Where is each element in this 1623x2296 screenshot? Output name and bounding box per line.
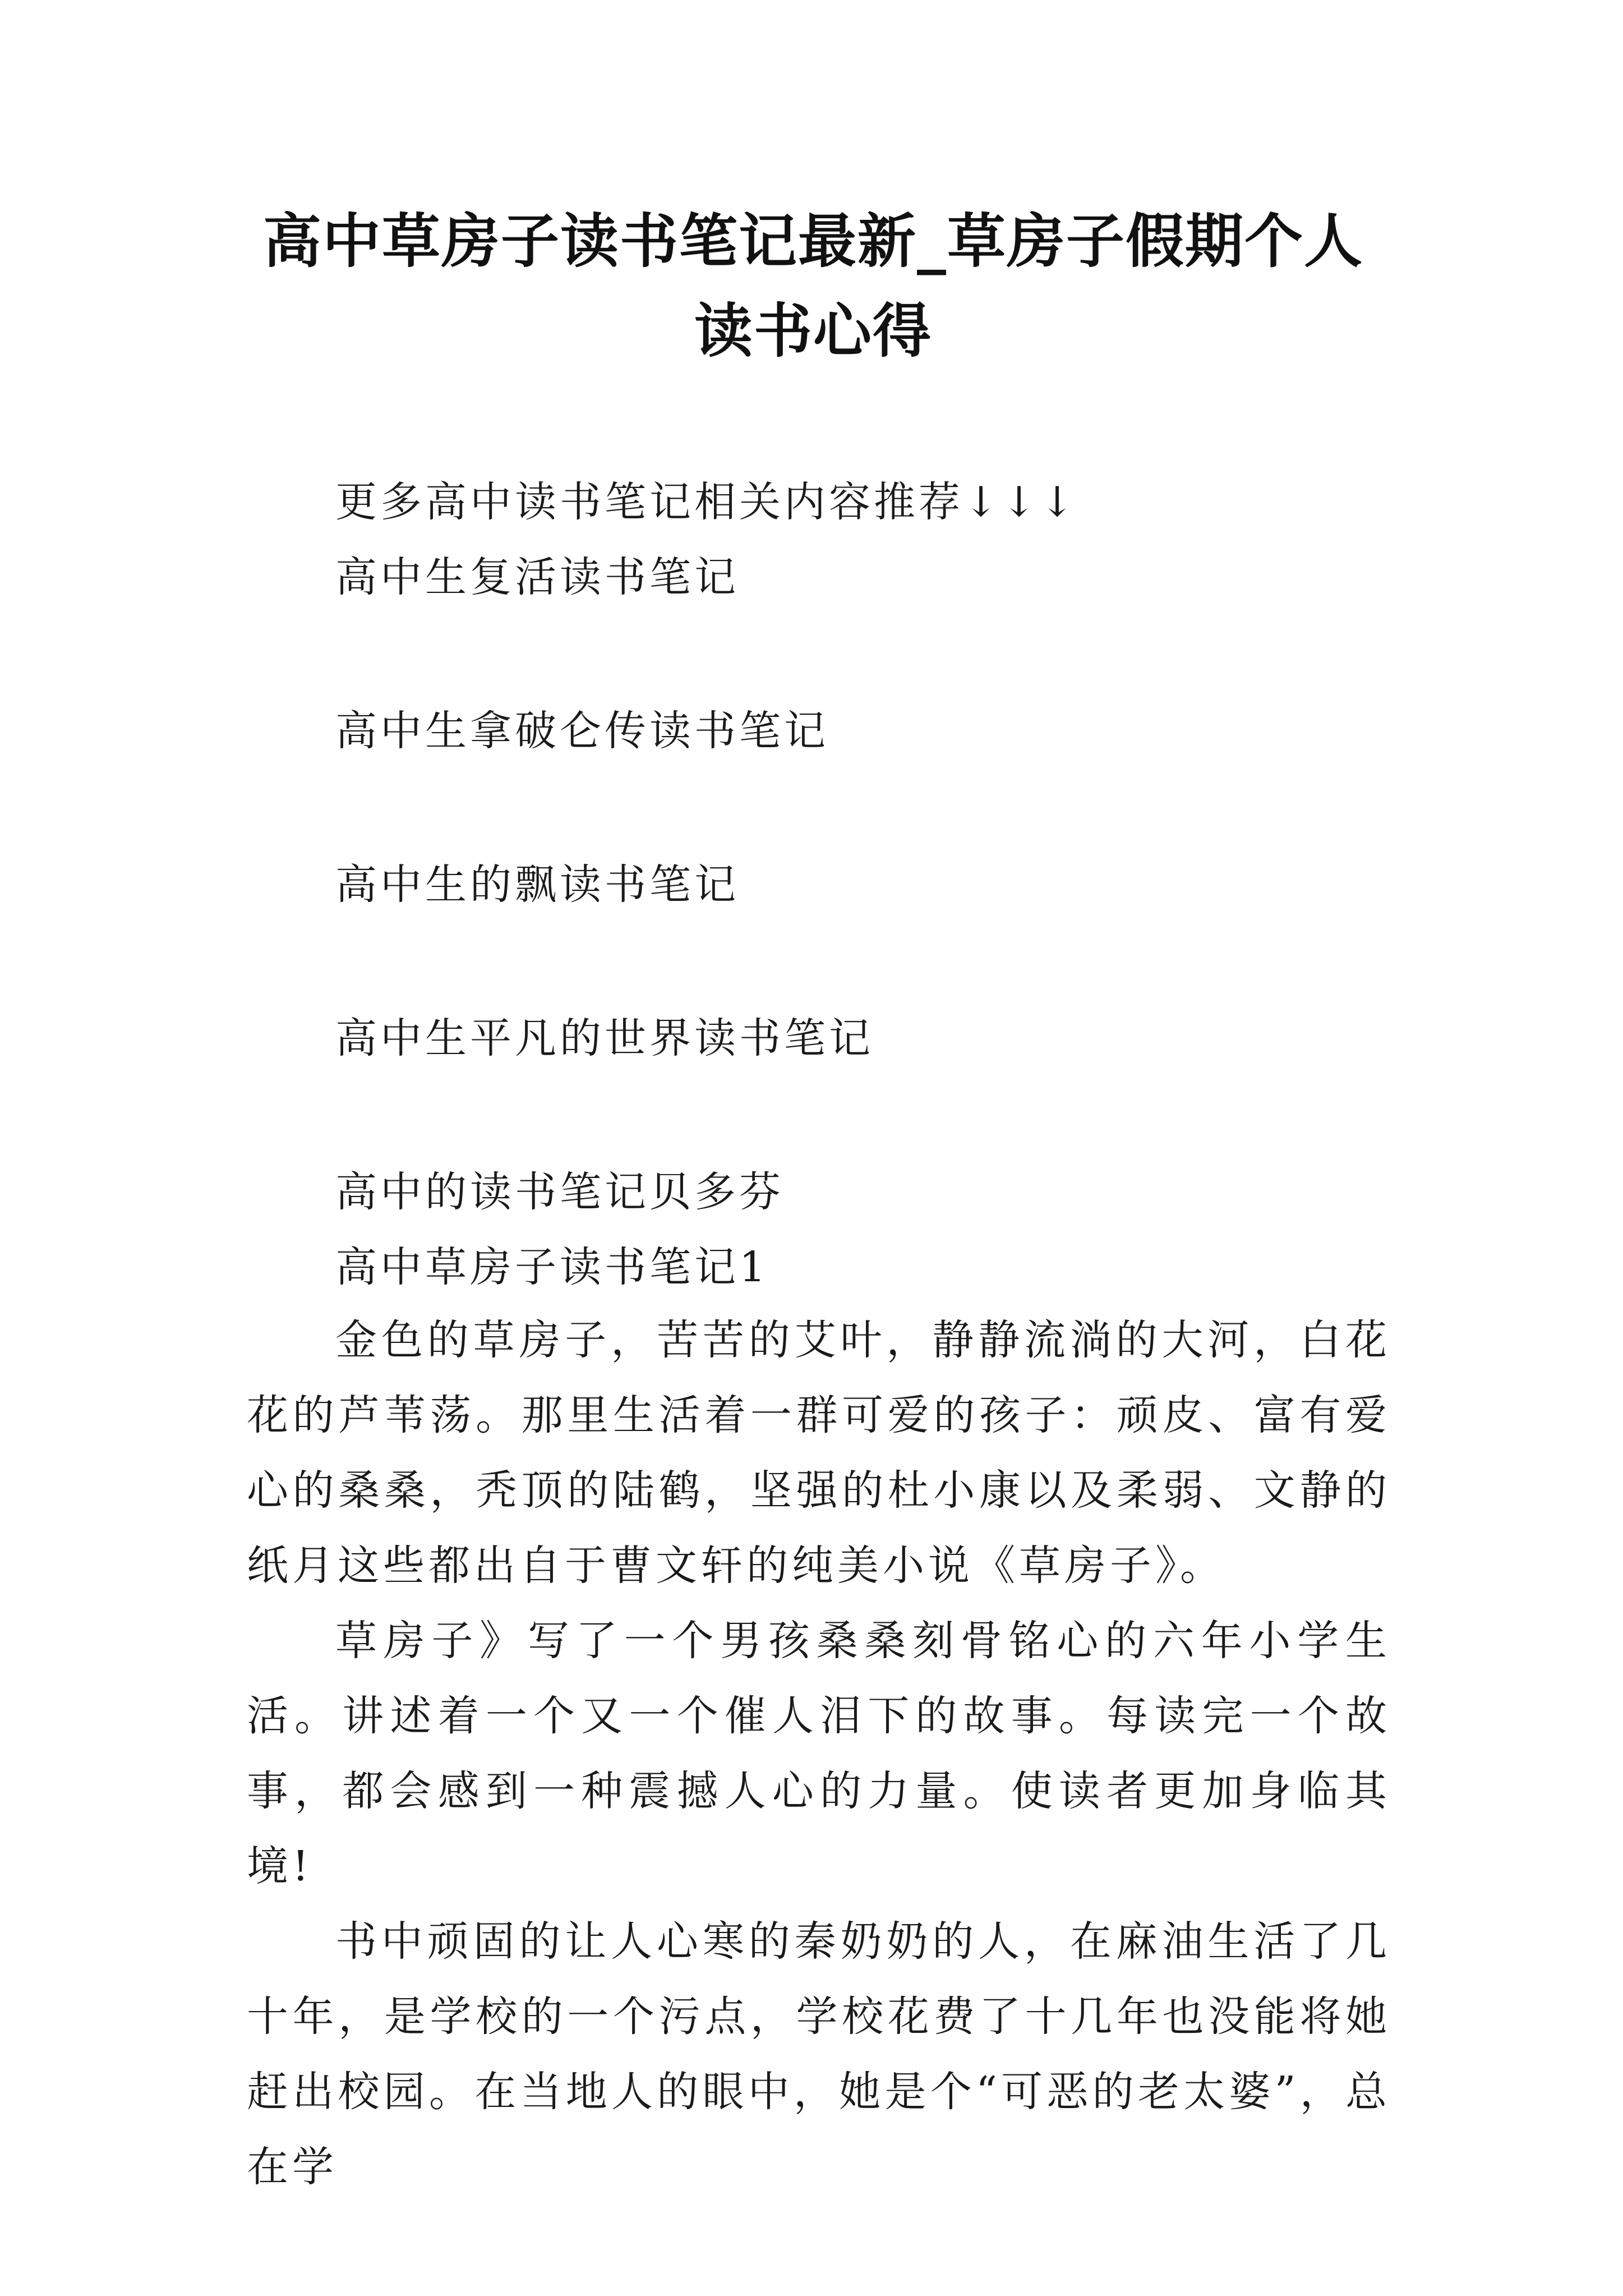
section-heading: 高中草房子读书笔记1 [335, 1243, 769, 1291]
recommend-link-4[interactable]: 高中生平凡的世界读书笔记 [335, 1014, 874, 1062]
paragraph-3: 书中顽固的让人心寒的秦奶奶的人，在麻油生活了几十年，是学校的一个污点，学校花费了十几年也没能将她赶出校园。在当地人的眼中，她是个“可恶的老太婆”，总在学 [247, 1917, 1391, 2191]
recommend-link-3[interactable]: 高中生的飘读书笔记 [335, 861, 739, 909]
recommend-link-2[interactable]: 高中生拿破仑传读书笔记 [335, 707, 829, 755]
paragraph-2: 草房子》写了一个男孩桑桑刻骨铭心的六年小学生活。讲述着一个又一个催人泪下的故事。每读完一个故事，都会感到一种震撼人心的力量。使读者更加身临其境! [247, 1617, 1391, 1890]
recommend-header: 更多高中读书笔记相关内容推荐↓↓↓ [335, 478, 1078, 526]
title-line-2: 读书心得 [694, 296, 932, 365]
document-title [247, 196, 1380, 376]
recommend-link-1[interactable]: 高中生复活读书笔记 [335, 553, 739, 601]
title-line-1: 高中草房子读书笔记最新_草房子假期个人 [262, 206, 1363, 275]
recommend-link-5[interactable]: 高中的读书笔记贝多芬 [335, 1168, 784, 1216]
body-text [247, 1303, 1391, 2205]
paragraph-1: 金色的草房子，苦苦的艾叶，静静流淌的大河，白花花的芦苇荡。那里生活着一群可爱的孩子：顽皮、富有爱心的桑桑，秃顶的陆鹤，坚强的杜小康以及柔弱、文静的纸月这些都出自于曹文轩的纯美小说《草房子》。 [247, 1316, 1391, 1590]
